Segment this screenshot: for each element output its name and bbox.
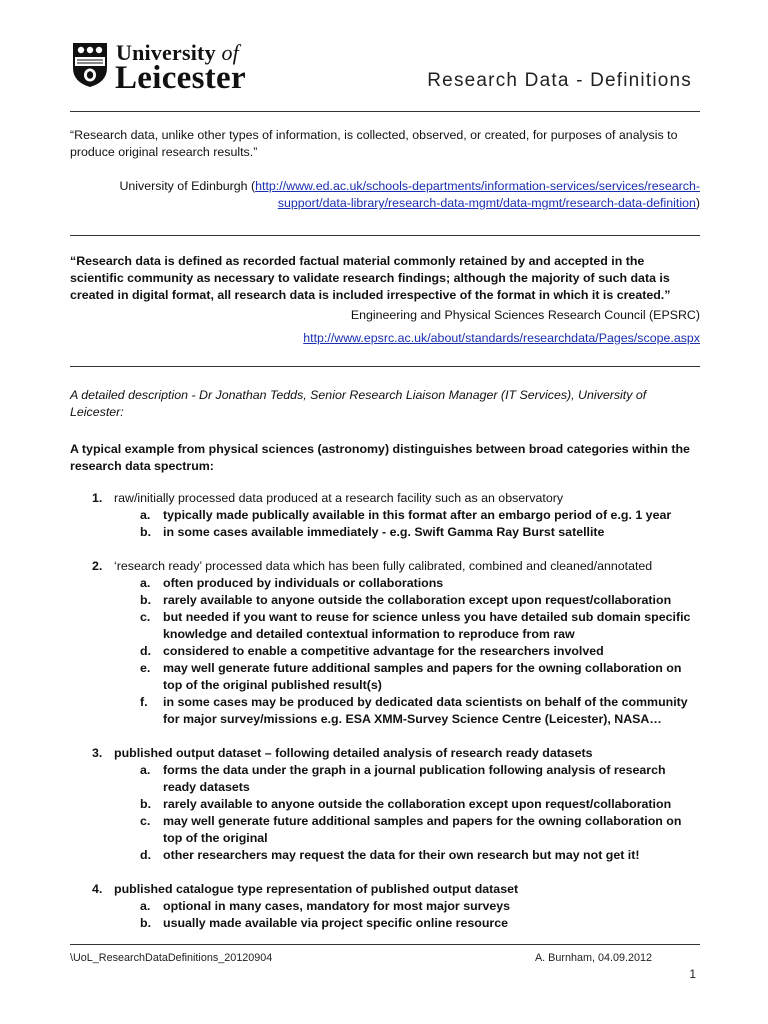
sub-item: b. rarely available to anyone outside the collaboration except upon request/collaboration: [140, 593, 672, 607]
sub-item: c. but needed if you want to reuse for science unless you have detailed sub domain specific knowledge and detailed contextual information to reproduce from raw: [140, 610, 691, 641]
quote-edinburgh-source: University of Edinburgh (http://www.ed.ac.uk/schools-departments/information-services/services/research-support/data-library/research-data-mgmt/data-mgmt/research-data-definition): [119, 179, 700, 210]
list-item-text: raw/initially processed data produced at a research facility such as an observatory: [114, 491, 564, 505]
logo-text-leicester: Leicester: [115, 60, 246, 96]
sub-item: a. typically made publically available in this format after an embargo period of e.g. 1 year: [140, 508, 672, 522]
crest-icon: [72, 42, 108, 88]
description-intro: A detailed description - Dr Jonathan Tedds, Senior Research Liaison Manager (IT Services), University of Leicester:: [70, 388, 647, 419]
page-number: 1: [689, 967, 696, 981]
list-number: 1.: [92, 491, 103, 505]
section-rule: [70, 366, 700, 367]
list-item: [70, 490, 700, 541]
list-item-text: published catalogue type representation of published output dataset: [114, 882, 519, 896]
list-item: [70, 881, 700, 932]
sub-item: a. forms the data under the graph in a journal publication following analysis of research ready datasets: [140, 763, 666, 794]
quote-epsrc-source: Engineering and Physical Sciences Research Council (EPSRC): [350, 308, 700, 322]
sub-item: d. other researchers may request the data for their own research but may not get it!: [140, 848, 640, 862]
sub-item: a. often produced by individuals or collaborations: [140, 576, 444, 590]
document-title: Research Data - Definitions: [427, 70, 692, 91]
epsrc-link[interactable]: http://www.epsrc.ac.uk/about/standards/researchdata/Pages/scope.aspx: [303, 331, 700, 345]
sub-item: e. may well generate future additional samples and papers for the owning collaboration on top of the original published result(s): [140, 661, 682, 692]
header-rule: [70, 111, 700, 112]
logo-text-university: University of: [116, 40, 239, 65]
sub-item: c. may well generate future additional samples and papers for the owning collaboration on top of the original: [140, 814, 682, 845]
footer-author-date: A. Burnham, 04.09.2012: [534, 952, 652, 964]
data-categories-list: [70, 490, 700, 949]
sub-item: d. considered to enable a competitive advantage for the researchers involved: [140, 644, 604, 658]
list-number: 3.: [92, 746, 103, 760]
list-item-text: ‘research ready’ processed data which has been fully calibrated, combined and cleaned/annotated: [114, 559, 653, 573]
quote-epsrc: “Research data is defined as recorded factual material commonly retained by and accepted in the scientific community as necessary to validate research findings; although the majority of such data is created in digital format, all research data is included irrespective of the format in which it is created.”: [70, 254, 671, 302]
sub-item: b. usually made available via project specific online resource: [140, 916, 509, 930]
list-item-text: published output dataset – following detailed analysis of research ready datasets: [114, 746, 593, 760]
sub-item: b. in some cases available immediately - e.g. Swift Gamma Ray Burst satellite: [140, 525, 605, 539]
list-item: [70, 745, 700, 864]
section-rule: [70, 235, 700, 236]
list-number: 4.: [92, 882, 103, 896]
footer-filename: \UoL_ResearchDataDefinitions_20120904: [70, 952, 273, 964]
sub-item: a. optional in many cases, mandatory for most major surveys: [140, 899, 511, 913]
footer-rule: [70, 944, 700, 945]
university-logo: [72, 40, 282, 96]
sub-item: b. rarely available to anyone outside the collaboration except upon request/collaboration: [140, 797, 672, 811]
sub-item: f. in some cases may be produced by dedicated data scientists on behalf of the community for major survey/missions e.g. ESA XMM-Survey Science Centre (Leicester), NASA…: [140, 695, 688, 726]
epsrc-link-line: [70, 330, 700, 347]
list-item: [70, 558, 700, 728]
quote-edinburgh: “Research data, unlike other types of information, is collected, observed, or created, for purposes of analysis to produce original research results.”: [70, 128, 678, 159]
list-number: 2.: [92, 559, 103, 573]
description-lead: A typical example from physical sciences (astronomy) distinguishes between broad categories within the research data spectrum:: [70, 442, 690, 473]
edinburgh-link[interactable]: http://www.ed.ac.uk/schools-departments/information-services/services/research-support/data-library/research-data-mgmt/data-mgmt/research-data-definition: [255, 179, 700, 210]
